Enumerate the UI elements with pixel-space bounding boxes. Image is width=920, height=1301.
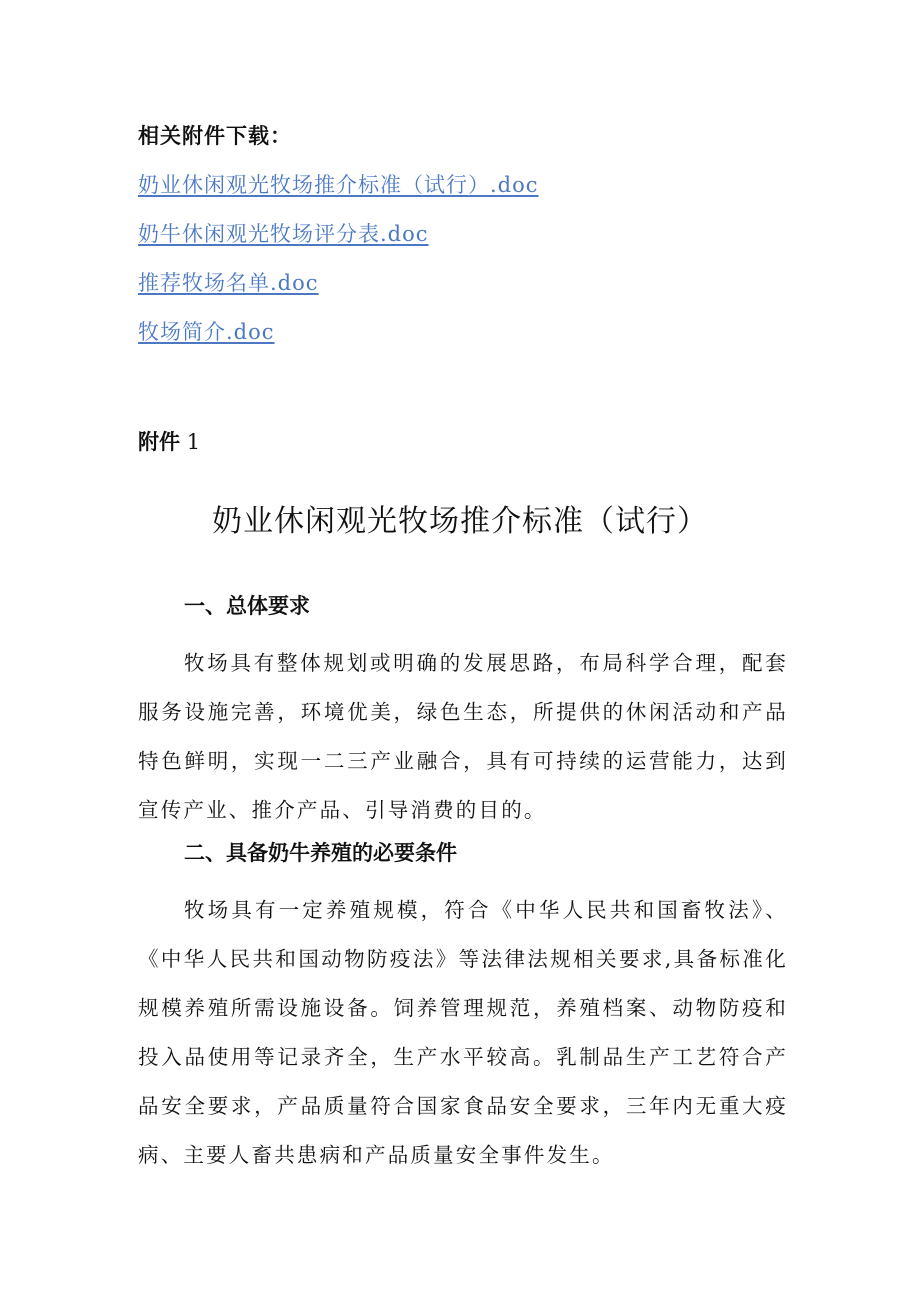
annex-number: 1 (186, 430, 201, 454)
section-heading: 一、总体要求 (184, 594, 310, 618)
annex-label (138, 426, 200, 456)
attachment-link-standard[interactable]: 奶业休闲观光牧场推介标准（试行）.doc (138, 173, 539, 197)
section-general-requirements (138, 589, 788, 835)
downloads-heading: 相关附件下载： (138, 124, 292, 148)
list-item (138, 217, 539, 266)
document-title: 奶业休闲观光牧场推介标准（试行） (212, 504, 708, 539)
attachment-link-score-table[interactable]: 奶牛休闲观光牧场评分表.doc (138, 222, 429, 246)
list-item (138, 315, 539, 364)
section-breeding-conditions (138, 836, 788, 1180)
section-heading: 二、具备奶牛养殖的必要条件 (184, 841, 457, 865)
attachment-list (138, 168, 539, 364)
list-item (138, 168, 539, 217)
list-item (138, 266, 539, 315)
section-body: 牧场具有整体规划或明确的发展思路，布局科学合理，配套服务设施完善，环境优美，绿色生态，所提供的休闲活动和产品特色鲜明，实现一二三产业融合，具有可持续的运营能力，达到宣传产业、推介产品、引导消费的目的。 (138, 651, 788, 822)
section-body: 牧场具有一定养殖规模，符合《中华人民共和国畜牧法》、《中华人民共和国动物防疫法》等法律法规相关要求,具备标准化规模养殖所需设施设备。饲养管理规范，养殖档案、动物防疫和投入品使用等记录齐全，生产水平较高。乳制品生产工艺符合产品安全要求，产品质量符合国家食品安全要求，三年内无重大疫病、主要人畜共患病和产品质量安全事件发生。 (138, 898, 788, 1167)
attachment-link-farm-list[interactable]: 推荐牧场名单.doc (138, 271, 319, 295)
attachment-link-farm-intro[interactable]: 牧场简介.doc (138, 320, 275, 344)
annex-label-text: 附件 (138, 430, 180, 454)
